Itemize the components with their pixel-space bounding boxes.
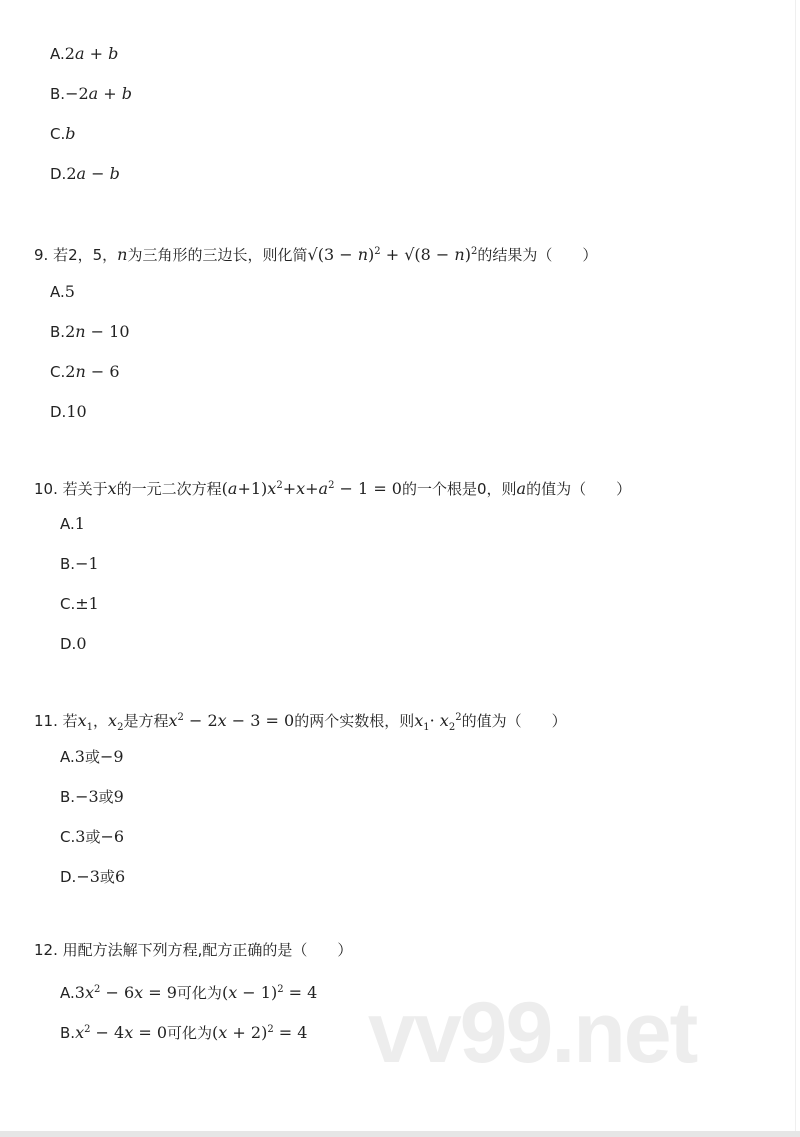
text-segment: A. xyxy=(50,283,65,301)
math-segment: − 1 = 0 xyxy=(334,479,402,498)
text-segment: 的一个根是0，则 xyxy=(401,480,517,498)
math-segment: x xyxy=(107,479,117,498)
math-segment: x xyxy=(228,983,238,1002)
text-segment: B. xyxy=(60,1024,76,1042)
q9-option-c xyxy=(50,362,120,382)
math-segment: n xyxy=(117,245,128,264)
text-segment: 12. 用配方法解下列方程,配方正确的是（ ） xyxy=(34,941,353,959)
math-segment: − 6 xyxy=(85,362,120,381)
q12-option-a xyxy=(60,980,317,1003)
math-segment: ) xyxy=(368,245,375,264)
q8-option-b xyxy=(50,84,132,104)
math-segment: n xyxy=(357,245,369,264)
math-segment: x xyxy=(168,711,178,730)
math-segment: = 4 xyxy=(273,1023,308,1042)
math-segment: + xyxy=(282,479,297,498)
text-segment: C. xyxy=(60,595,76,613)
math-segment: a xyxy=(227,479,238,498)
q11-option-a xyxy=(60,747,124,767)
math-segment: 2 xyxy=(448,722,456,733)
text-segment: 可化为 xyxy=(176,984,222,1002)
math-segment: −3 xyxy=(75,787,99,806)
text-segment: D. xyxy=(60,868,77,886)
math-segment: 2 xyxy=(84,1024,91,1035)
math-segment: − 6 xyxy=(100,983,135,1002)
q12-title xyxy=(34,940,352,960)
text-segment: D. xyxy=(60,635,77,653)
math-segment: ±1 xyxy=(75,594,99,613)
q10-option-b xyxy=(60,554,99,574)
math-segment: − 2 xyxy=(183,711,218,730)
math-segment: −9 xyxy=(99,747,124,766)
math-segment: 2 xyxy=(66,164,77,183)
math-segment: 10 xyxy=(66,402,87,421)
q10-title xyxy=(34,476,631,499)
text-segment: C. xyxy=(50,363,66,381)
text-segment: 11. 若 xyxy=(34,712,78,730)
text-segment: 或 xyxy=(84,748,100,766)
math-segment: 2 xyxy=(65,362,76,381)
math-segment: 5 xyxy=(64,282,75,301)
text-segment: 或 xyxy=(98,788,114,806)
math-segment: + xyxy=(84,44,109,63)
math-segment: − 1) xyxy=(237,983,278,1002)
math-segment: −3 xyxy=(76,867,100,886)
page-edge xyxy=(795,0,796,1131)
math-segment: −2 xyxy=(65,84,89,103)
math-segment: 1 xyxy=(86,722,94,733)
math-segment: 2 xyxy=(277,984,284,995)
math-segment: = 4 xyxy=(283,983,318,1002)
math-segment: b xyxy=(109,164,120,183)
math-segment: − 3 = 0 xyxy=(226,711,295,730)
q10-option-d xyxy=(60,634,87,654)
text-segment: 的值为（ ） xyxy=(461,712,567,730)
q11-option-c xyxy=(60,827,124,847)
text-segment: A. xyxy=(50,45,65,63)
math-segment: 3 xyxy=(74,747,85,766)
math-segment: n xyxy=(75,362,86,381)
math-segment: 2 xyxy=(374,246,381,257)
page-bottom-border xyxy=(0,1131,800,1137)
text-segment: 9. 若2，5， xyxy=(34,246,118,264)
text-segment: B. xyxy=(60,788,76,806)
math-segment: x xyxy=(439,711,449,730)
text-segment: 或 xyxy=(99,868,115,886)
math-segment: x xyxy=(414,711,424,730)
text-segment: 的一元二次方程 xyxy=(116,480,222,498)
math-segment: a xyxy=(88,84,99,103)
q9-title xyxy=(34,242,597,265)
math-segment: ( xyxy=(221,479,228,498)
math-segment: − 10 xyxy=(85,322,130,341)
q8-option-a xyxy=(50,44,118,64)
text-segment: 的结果为（ ） xyxy=(477,246,598,264)
text-segment: C. xyxy=(60,828,76,846)
math-segment: +1) xyxy=(237,479,268,498)
math-segment: 2 xyxy=(267,1024,274,1035)
text-segment: D. xyxy=(50,403,67,421)
watermark: vv99.net xyxy=(368,985,697,1081)
text-segment: 是方程 xyxy=(123,712,169,730)
text-segment: 可化为 xyxy=(167,1024,213,1042)
math-segment: a xyxy=(516,479,527,498)
math-segment: n xyxy=(75,322,86,341)
math-segment: b xyxy=(108,44,119,63)
math-segment: 0 xyxy=(76,634,87,653)
math-segment: a xyxy=(76,164,87,183)
q9-option-d xyxy=(50,402,87,422)
math-segment: n xyxy=(454,245,465,264)
q8-option-d xyxy=(50,164,120,184)
math-segment: ) xyxy=(464,245,471,264)
math-segment: 3 xyxy=(75,827,86,846)
math-segment: −1 xyxy=(75,554,99,573)
math-segment: ( xyxy=(221,983,229,1002)
math-segment: 2 xyxy=(65,322,76,341)
math-segment: b xyxy=(65,124,76,143)
math-segment: 2 xyxy=(93,984,101,995)
math-segment: x xyxy=(296,479,306,498)
math-segment: + xyxy=(98,84,122,103)
math-segment: 2 xyxy=(328,480,335,491)
math-segment: · xyxy=(429,711,440,730)
text-segment: A. xyxy=(60,984,75,1002)
math-segment: b xyxy=(121,84,133,103)
q11-option-d xyxy=(60,867,125,887)
math-segment: 2 xyxy=(276,480,283,491)
math-segment: 2 xyxy=(177,712,184,723)
q9-option-b xyxy=(50,322,130,342)
math-segment: x xyxy=(84,983,94,1002)
math-segment: + xyxy=(305,479,319,498)
text-segment: B. xyxy=(50,323,66,341)
text-segment: 为三角形的三边长，则化简 xyxy=(127,246,308,264)
q9-option-a xyxy=(50,282,75,302)
text-segment: A. xyxy=(60,748,75,766)
text-segment: B. xyxy=(50,85,66,103)
q8-option-c xyxy=(50,124,76,144)
text-segment: C. xyxy=(50,125,66,143)
math-segment: 3 xyxy=(74,983,85,1002)
text-segment: 或 xyxy=(85,828,101,846)
math-segment: 9 xyxy=(113,787,124,806)
text-segment: A. xyxy=(60,515,75,533)
math-segment: 2 xyxy=(64,44,75,63)
text-segment: 的值为（ ） xyxy=(526,480,632,498)
q11-option-b xyxy=(60,787,124,807)
text-segment: D. xyxy=(50,165,67,183)
math-segment: x xyxy=(267,479,277,498)
text-segment: B. xyxy=(60,555,76,573)
text-segment: 10. 若关于 xyxy=(34,480,108,498)
math-segment: 6 xyxy=(114,867,126,886)
math-segment: − 4 xyxy=(90,1023,125,1042)
math-segment: 2 xyxy=(470,246,478,257)
math-segment: 2 xyxy=(455,712,462,723)
math-segment: 1 xyxy=(74,514,85,533)
math-segment: + √(8 − xyxy=(380,245,455,264)
math-segment: ( xyxy=(212,1023,219,1042)
math-segment: a xyxy=(74,44,85,63)
math-segment: = 0 xyxy=(133,1023,168,1042)
math-segment: + 2) xyxy=(227,1023,268,1042)
math-segment: = 9 xyxy=(143,983,177,1002)
text-segment: 的两个实数根，则 xyxy=(294,712,415,730)
math-segment: x xyxy=(134,983,144,1002)
math-segment: x xyxy=(75,1023,85,1042)
math-segment: x xyxy=(124,1023,134,1042)
q10-option-c xyxy=(60,594,99,614)
math-segment: − xyxy=(86,164,110,183)
q11-title xyxy=(34,708,567,738)
math-segment: a xyxy=(318,479,329,498)
math-segment: x xyxy=(217,711,227,730)
math-segment: 1 xyxy=(423,722,430,733)
math-segment: x xyxy=(77,711,87,730)
math-segment: x xyxy=(108,711,118,730)
text-segment: ， xyxy=(93,712,109,730)
math-segment: −6 xyxy=(100,827,125,846)
q10-option-a xyxy=(60,514,85,534)
math-segment: x xyxy=(218,1023,228,1042)
q12-option-b xyxy=(60,1020,307,1043)
math-segment: √(3 − xyxy=(307,245,358,264)
math-segment: 2 xyxy=(117,722,124,733)
